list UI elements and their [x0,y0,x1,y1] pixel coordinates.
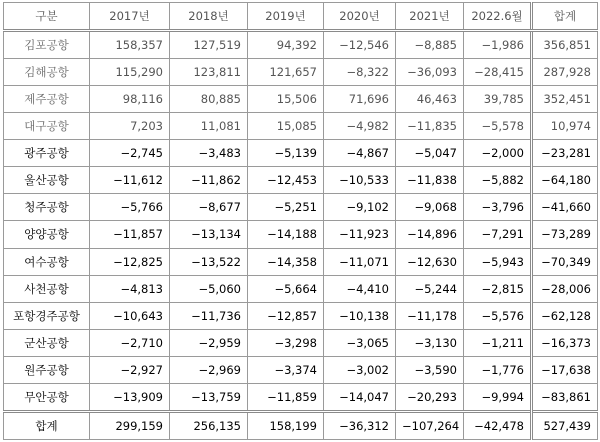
airport-name-cell: 사천공항 [4,275,90,302]
airport-name-cell: 대구공항 [4,113,90,140]
value-cell: 11,081 [170,113,248,140]
value-cell: −5,882 [464,167,532,194]
value-cell: −8,885 [396,31,464,59]
header-cell-2021: 2021년 [396,3,464,31]
table-row [4,140,598,167]
table-row [4,248,598,275]
row-total-cell: −41,660 [532,194,598,221]
value-cell: −12,825 [90,248,170,275]
value-cell: −9,102 [324,194,396,221]
total-row [4,411,598,439]
value-cell: 123,811 [170,59,248,86]
value-cell: 158,357 [90,31,170,59]
value-cell: −11,178 [396,302,464,329]
row-total-cell: 356,851 [532,31,598,59]
value-cell: −5,060 [170,275,248,302]
airport-name-cell: 원주공항 [4,356,90,383]
value-cell: −3,065 [324,329,396,356]
value-cell: 7,203 [90,113,170,140]
table-row [4,113,598,140]
row-total-cell: −83,861 [532,383,598,411]
header-cell-2018: 2018년 [170,3,248,31]
value-cell: −4,867 [324,140,396,167]
value-cell: −3,796 [464,194,532,221]
value-cell: −14,358 [248,248,324,275]
header-cell-2017: 2017년 [90,3,170,31]
value-cell: −9,068 [396,194,464,221]
value-cell: −28,415 [464,59,532,86]
value-cell: −3,130 [396,329,464,356]
value-cell: −11,923 [324,221,396,248]
value-cell: −8,322 [324,59,396,86]
value-cell: −11,835 [396,113,464,140]
value-cell: −11,857 [90,221,170,248]
value-cell: −36,312 [324,411,396,439]
value-cell: −10,643 [90,302,170,329]
table-row [4,194,598,221]
value-cell: −2,815 [464,275,532,302]
value-cell: −42,478 [464,411,532,439]
value-cell: −12,453 [248,167,324,194]
value-cell: −5,578 [464,113,532,140]
value-cell: 299,159 [90,411,170,439]
value-cell: −2,000 [464,140,532,167]
value-cell: −11,838 [396,167,464,194]
value-cell: −5,576 [464,302,532,329]
airport-profit-table-container [3,2,597,440]
row-total-cell: −73,289 [532,221,598,248]
value-cell: −1,986 [464,31,532,59]
value-cell: −20,293 [396,383,464,411]
value-cell: 256,135 [170,411,248,439]
value-cell: −5,766 [90,194,170,221]
airport-name-cell: 여수공항 [4,248,90,275]
value-cell: −5,664 [248,275,324,302]
table-row [4,383,598,411]
value-cell: 94,392 [248,31,324,59]
value-cell: 115,290 [90,59,170,86]
value-cell: −13,909 [90,383,170,411]
header-cell-2022-6: 2022.6월 [464,3,532,31]
value-cell: −3,483 [170,140,248,167]
value-cell: 158,199 [248,411,324,439]
value-cell: −5,943 [464,248,532,275]
table-row [4,356,598,383]
table-row [4,59,598,86]
value-cell: −2,745 [90,140,170,167]
value-cell: −13,522 [170,248,248,275]
value-cell: −3,002 [324,356,396,383]
row-total-cell: 10,974 [532,113,598,140]
airport-name-cell: 무안공항 [4,383,90,411]
value-cell: −13,759 [170,383,248,411]
airport-name-cell: 김해공항 [4,59,90,86]
airport-name-cell: 울산공항 [4,167,90,194]
value-cell: −2,959 [170,329,248,356]
value-cell: 127,519 [170,31,248,59]
row-total-cell: −62,128 [532,302,598,329]
value-cell: −11,859 [248,383,324,411]
value-cell: −14,188 [248,221,324,248]
value-cell: −11,736 [170,302,248,329]
airport-name-cell: 청주공항 [4,194,90,221]
value-cell: −2,927 [90,356,170,383]
table-row [4,329,598,356]
airport-name-cell: 양양공항 [4,221,90,248]
row-total-cell: −23,281 [532,140,598,167]
value-cell: −5,047 [396,140,464,167]
header-cell-total: 합계 [532,3,598,31]
header-cell-2020: 2020년 [324,3,396,31]
value-cell: −2,710 [90,329,170,356]
value-cell: −8,677 [170,194,248,221]
airport-name-cell: 김포공항 [4,31,90,59]
value-cell: −4,410 [324,275,396,302]
header-cell-2019: 2019년 [248,3,324,31]
value-cell: −2,969 [170,356,248,383]
value-cell: −10,533 [324,167,396,194]
value-cell: 39,785 [464,86,532,113]
value-cell: 71,696 [324,86,396,113]
header-row [4,3,598,31]
value-cell: −12,546 [324,31,396,59]
value-cell: −11,862 [170,167,248,194]
value-cell: 46,463 [396,86,464,113]
table-row [4,167,598,194]
value-cell: −14,047 [324,383,396,411]
value-cell: −107,264 [396,411,464,439]
value-cell: −3,590 [396,356,464,383]
airport-name-cell: 광주공항 [4,140,90,167]
value-cell: −5,251 [248,194,324,221]
value-cell: −7,291 [464,221,532,248]
value-cell: −11,612 [90,167,170,194]
value-cell: −5,244 [396,275,464,302]
table-row [4,86,598,113]
value-cell: −13,134 [170,221,248,248]
value-cell: −9,994 [464,383,532,411]
value-cell: 121,657 [248,59,324,86]
value-cell: 15,085 [248,113,324,140]
value-cell: −36,093 [396,59,464,86]
value-cell: −1,211 [464,329,532,356]
table-row [4,302,598,329]
airport-name-cell: 포항경주공항 [4,302,90,329]
total-label-cell: 합계 [4,411,90,439]
airport-name-cell: 제주공항 [4,86,90,113]
row-total-cell: −16,373 [532,329,598,356]
row-total-cell: −28,006 [532,275,598,302]
airport-profit-table [3,2,598,440]
value-cell: 98,116 [90,86,170,113]
table-row [4,275,598,302]
row-total-cell: −17,638 [532,356,598,383]
table-row [4,31,598,59]
value-cell: −3,374 [248,356,324,383]
header-cell-category: 구분 [4,3,90,31]
value-cell: −12,857 [248,302,324,329]
value-cell: 15,506 [248,86,324,113]
row-total-cell: 527,439 [532,411,598,439]
row-total-cell: −64,180 [532,167,598,194]
value-cell: −3,298 [248,329,324,356]
value-cell: −14,896 [396,221,464,248]
row-total-cell: 287,928 [532,59,598,86]
airport-name-cell: 군산공항 [4,329,90,356]
row-total-cell: −70,349 [532,248,598,275]
table-row [4,221,598,248]
value-cell: −11,071 [324,248,396,275]
row-total-cell: 352,451 [532,86,598,113]
value-cell: −12,630 [396,248,464,275]
value-cell: −1,776 [464,356,532,383]
value-cell: −5,139 [248,140,324,167]
value-cell: −4,982 [324,113,396,140]
value-cell: −4,813 [90,275,170,302]
value-cell: 80,885 [170,86,248,113]
value-cell: −10,138 [324,302,396,329]
